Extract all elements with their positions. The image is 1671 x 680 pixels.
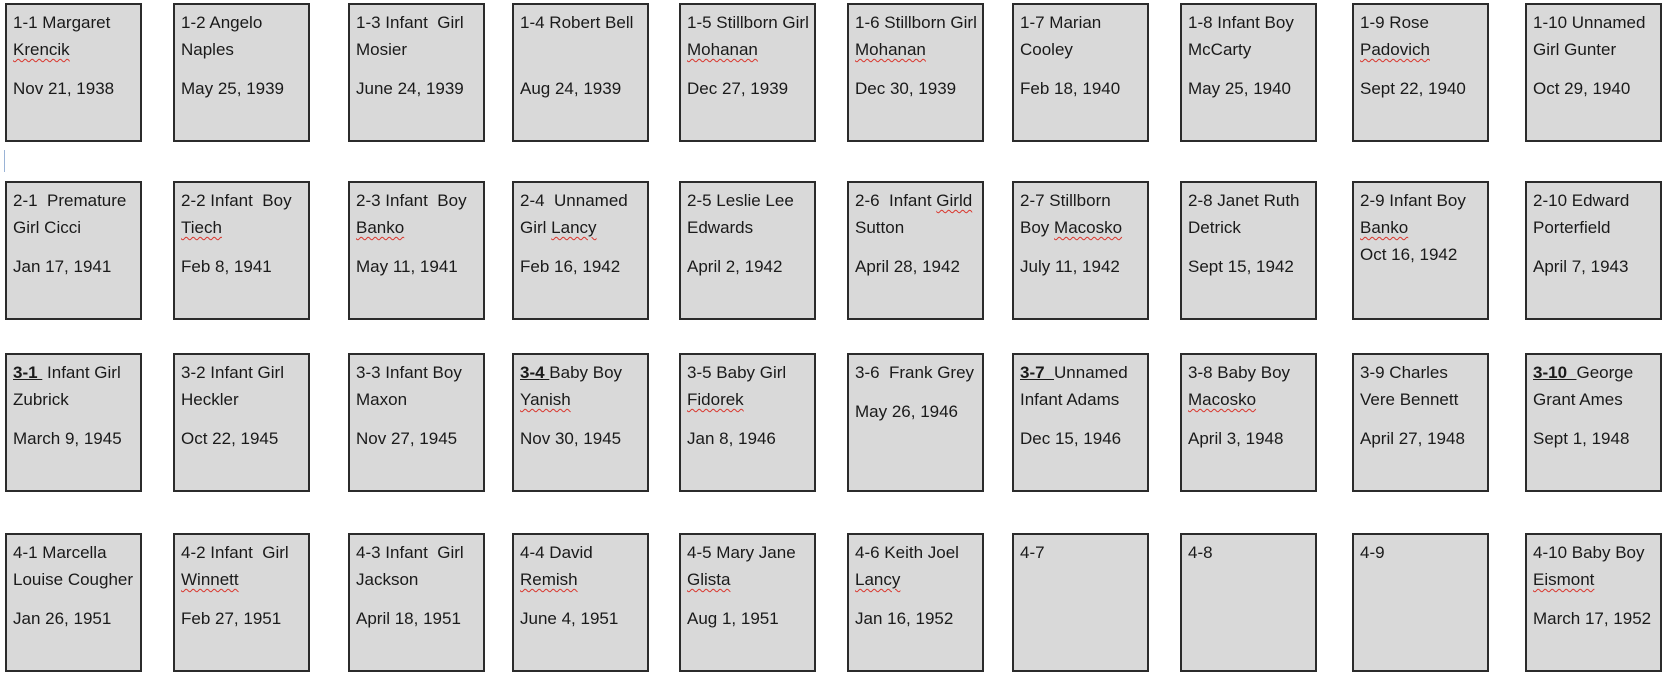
plot-id-label: 3-1 [13, 363, 43, 382]
plot-text: Baby Boy [549, 363, 623, 382]
spellcheck-word: Glista [687, 570, 731, 589]
plot-id-label: 3-10 [1533, 363, 1577, 382]
text-cursor-marker [4, 150, 5, 172]
burial-plot-cell [1180, 353, 1317, 492]
spellcheck-word: Girld [936, 191, 973, 210]
plot-label-line-1 [1188, 191, 1313, 211]
plot-label-line-1 [181, 191, 306, 211]
burial-plot-cell [512, 353, 649, 492]
plot-label-line-2 [1020, 390, 1145, 410]
burial-plot-cell [1180, 181, 1317, 320]
spellcheck-word: Fidorek [687, 390, 744, 409]
plot-text: Grant Ames [1533, 390, 1623, 409]
plot-text: 3-2 Infant Girl [181, 363, 284, 382]
spellcheck-word: Lancy [855, 570, 901, 589]
spellcheck-word: Padovich [1360, 40, 1430, 59]
plot-label-line-1 [181, 363, 306, 383]
plot-date: May 25, 1939 [181, 79, 285, 98]
burial-plot-cell [348, 181, 485, 320]
plot-text: Girl Gunter [1533, 40, 1617, 59]
plot-text: 1-4 Robert Bell [520, 13, 634, 32]
plot-date: July 11, 1942 [1020, 257, 1120, 276]
plot-text: Vere Bennett [1360, 390, 1459, 409]
plot-text: George [1576, 363, 1634, 382]
plot-date: June 4, 1951 [520, 609, 619, 628]
plot-label-line-2 [1020, 40, 1145, 60]
spellcheck-word: Krencik [13, 40, 70, 59]
plot-date: Aug 1, 1951 [687, 609, 779, 628]
plot-text: 1-6 Stillborn Girl [855, 13, 977, 32]
plot-text: Naples [181, 40, 234, 59]
plot-label-line-2 [1360, 218, 1485, 238]
plot-label-line-2 [1360, 40, 1485, 60]
burial-plot-cell [847, 533, 984, 672]
burial-plot-cell [173, 181, 310, 320]
plot-text: 4-6 Keith Joel [855, 543, 959, 562]
plot-label-line-1 [687, 363, 812, 383]
burial-plot-cell [679, 533, 816, 672]
plot-label-line-1 [13, 363, 138, 383]
spellcheck-word: Macosko [1188, 390, 1257, 409]
spellcheck-word: Yanish [520, 390, 571, 409]
plot-date: May 26, 1946 [855, 402, 959, 421]
plot-date: April 2, 1942 [687, 257, 783, 276]
plot-text: 4-10 Baby Boy [1533, 543, 1645, 562]
plot-label-line-1 [181, 543, 306, 563]
plot-label-line-2 [855, 40, 980, 60]
plot-label-line-1 [13, 191, 138, 211]
plot-label-line-2 [687, 40, 812, 60]
plot-text: Cooley [1020, 40, 1073, 59]
plot-label-line-2 [520, 570, 645, 590]
plot-label-line-1 [356, 363, 481, 383]
burial-plot-cell [5, 3, 142, 142]
burial-plot-cell [1525, 3, 1662, 142]
plot-label-line-2 [1188, 218, 1313, 238]
burial-plot-cell [1180, 533, 1317, 672]
plot-text: 2-5 Leslie Lee [687, 191, 794, 210]
plot-label-line-1 [1533, 13, 1658, 33]
spellcheck-word: Macosko [1054, 218, 1123, 237]
plot-label-line-2 [13, 218, 138, 238]
burial-plot-cell [679, 181, 816, 320]
plot-label-line-1 [356, 191, 481, 211]
plot-label-line-2 [1533, 570, 1658, 590]
plot-date: April 7, 1943 [1533, 257, 1629, 276]
plot-text: 1-2 Angelo [181, 13, 263, 32]
plot-label-line-2 [687, 390, 812, 410]
plot-label-line-1 [520, 543, 645, 563]
plot-date: March 9, 1945 [13, 429, 122, 448]
plot-text: 3-9 Charles [1360, 363, 1448, 382]
plot-date: Oct 29, 1940 [1533, 79, 1631, 98]
burial-plot-cell [1352, 3, 1489, 142]
plot-text: 4-5 Mary Jane [687, 543, 796, 562]
plot-text: Boy [1020, 218, 1055, 237]
burial-plot-cell [173, 533, 310, 672]
plot-date: June 24, 1939 [356, 79, 464, 98]
plot-text: Infant Girl [42, 363, 121, 382]
plot-label-line-1 [1188, 363, 1313, 383]
plot-text: Unnamed [1054, 363, 1128, 382]
burial-plot-cell [847, 353, 984, 492]
plot-date: Nov 30, 1945 [520, 429, 622, 448]
spellcheck-word: Mohanan [687, 40, 758, 59]
plot-label-line-2 [687, 218, 812, 238]
burial-plot-cell [348, 353, 485, 492]
plot-label-line-1 [1360, 363, 1485, 383]
plot-text: Porterfield [1533, 218, 1611, 237]
plot-label-line-2 [520, 218, 645, 238]
plot-label-line-2 [356, 40, 481, 60]
plot-label-line-2 [1360, 390, 1485, 410]
burial-plot-cell [1352, 533, 1489, 672]
plot-date: April 3, 1948 [1188, 429, 1284, 448]
plot-date: Feb 18, 1940 [1020, 79, 1121, 98]
plot-date: Feb 27, 1951 [181, 609, 282, 628]
plot-label-line-1 [1533, 543, 1658, 563]
spellcheck-word: Tiech [181, 218, 222, 237]
plot-label-line-2 [181, 218, 306, 238]
plot-text: 1-7 Marian [1020, 13, 1102, 32]
burial-plot-cell [679, 353, 816, 492]
plot-text: Detrick [1188, 218, 1241, 237]
plot-label-line-1 [181, 13, 306, 33]
plot-date: Oct 16, 1942 [1360, 245, 1458, 264]
plot-label-line-1 [356, 13, 481, 33]
plot-label-line-1 [520, 13, 645, 33]
plot-date: Sept 1, 1948 [1533, 429, 1630, 448]
plot-label-line-1 [1360, 13, 1485, 33]
plot-date: April 28, 1942 [855, 257, 960, 276]
plot-date: Dec 30, 1939 [855, 79, 957, 98]
plot-text: 2-8 Janet Ruth [1188, 191, 1300, 210]
plot-date: Jan 26, 1951 [13, 609, 112, 628]
plot-text: 4-8 [1188, 543, 1213, 562]
plot-date: May 11, 1941 [356, 257, 458, 276]
spellcheck-word: Banko [356, 218, 405, 237]
plot-label-line-1 [520, 191, 645, 211]
spellcheck-word: Winnett [181, 570, 239, 589]
plot-text: 4-9 [1360, 543, 1385, 562]
plot-text: 1-5 Stillborn Girl [687, 13, 809, 32]
plot-text: 4-3 Infant Girl [356, 543, 464, 562]
plot-text: 3-5 Baby Girl [687, 363, 787, 382]
burial-plot-cell [1352, 181, 1489, 320]
plot-text: Edwards [687, 218, 754, 237]
plot-label-line-2 [1533, 40, 1658, 60]
plot-text: Heckler [181, 390, 239, 409]
plot-label-line-1 [356, 543, 481, 563]
burial-plot-cell [5, 533, 142, 672]
plot-id-label: 3-7 [1020, 363, 1055, 382]
plot-text: Sutton [855, 218, 905, 237]
plot-date: Jan 8, 1946 [687, 429, 776, 448]
plot-text: 1-1 Margaret [13, 13, 111, 32]
spellcheck-word: Remish [520, 570, 578, 589]
plot-text: 1-8 Infant Boy [1188, 13, 1294, 32]
burial-plot-cell [173, 353, 310, 492]
plot-date: Jan 16, 1952 [855, 609, 954, 628]
plot-label-line-2 [13, 40, 138, 60]
plot-date: March 17, 1952 [1533, 609, 1652, 628]
plot-label-line-2 [1533, 218, 1658, 238]
plot-label-line-2 [356, 390, 481, 410]
plot-date: Oct 22, 1945 [181, 429, 279, 448]
plot-date: Sept 22, 1940 [1360, 79, 1466, 98]
plot-label-line-2 [855, 570, 980, 590]
plot-date: April 27, 1948 [1360, 429, 1465, 448]
burial-plot-cell [512, 533, 649, 672]
plot-label-line-1 [1360, 191, 1485, 211]
spellcheck-word: Mohanan [855, 40, 926, 59]
plot-label-line-2 [1188, 40, 1313, 60]
plot-label-line-1 [855, 191, 980, 211]
plot-label-line-1 [1360, 543, 1485, 563]
plot-label-line-2 [1188, 390, 1313, 410]
burial-plot-cell [5, 181, 142, 320]
plot-text: Infant Adams [1020, 390, 1120, 409]
plot-label-line-1 [855, 13, 980, 33]
burial-plot-cell [1352, 353, 1489, 492]
plot-text: 4-2 Infant Girl [181, 543, 289, 562]
spellcheck-word: Eismont [1533, 570, 1595, 589]
plot-date: April 18, 1951 [356, 609, 461, 628]
plot-label-line-1 [855, 363, 980, 383]
burial-plot-cell [348, 533, 485, 672]
plot-label-line-1 [855, 543, 980, 563]
plot-date: Sept 15, 1942 [1188, 257, 1294, 276]
plot-label-line-1 [13, 543, 138, 563]
plot-text: 3-3 Infant Boy [356, 363, 462, 382]
plot-text: Mosier [356, 40, 408, 59]
plot-text: 2-10 Edward [1533, 191, 1630, 210]
plot-text: 2-1 Premature [13, 191, 127, 210]
plot-label-line-2 [1020, 218, 1145, 238]
plot-label-line-2 [687, 570, 812, 590]
plot-label-line-2 [181, 570, 306, 590]
plot-text: 3-6 Frank Grey [855, 363, 975, 382]
plot-label-line-1 [1020, 543, 1145, 563]
burial-plot-cell [1012, 353, 1149, 492]
plot-text: 1-10 Unnamed [1533, 13, 1646, 32]
plot-text: 4-7 [1020, 543, 1045, 562]
burial-plot-cell [1180, 3, 1317, 142]
plot-label-line-2 [181, 40, 306, 60]
plot-text: Girl Cicci [13, 218, 81, 237]
plot-label-line-2 [356, 570, 481, 590]
plot-label-line-1 [687, 13, 812, 33]
burial-plot-cell [1012, 181, 1149, 320]
plot-label-line-1 [1533, 363, 1658, 383]
plot-label-line-2 [1533, 390, 1658, 410]
plot-date: Nov 27, 1945 [356, 429, 458, 448]
plot-date: May 25, 1940 [1188, 79, 1292, 98]
plot-label-line-1 [13, 13, 138, 33]
burial-plot-cell [1012, 533, 1149, 672]
plot-label-line-1 [1020, 363, 1145, 383]
plot-text: Girl [520, 218, 552, 237]
burial-plot-cell [1012, 3, 1149, 142]
burial-plot-cell [1525, 353, 1662, 492]
plot-date: Dec 15, 1946 [1020, 429, 1122, 448]
plot-text: Zubrick [13, 390, 69, 409]
plot-text: Louise Cougher [13, 570, 134, 589]
burial-plot-cell [5, 353, 142, 492]
plot-label-line-1 [1533, 191, 1658, 211]
plot-text: 4-1 Marcella [13, 543, 107, 562]
plot-label-line-1 [1020, 13, 1145, 33]
burial-plot-cell [512, 181, 649, 320]
plot-id-label: 3-4 [520, 363, 550, 382]
plot-label-line-1 [687, 543, 812, 563]
plot-label-line-1 [1188, 13, 1313, 33]
burial-plot-cell [679, 3, 816, 142]
plot-text: 2-3 Infant Boy [356, 191, 467, 210]
burial-plot-cell [847, 3, 984, 142]
plot-label-line-2 [520, 390, 645, 410]
plot-date: Dec 27, 1939 [687, 79, 789, 98]
plot-text: Maxon [356, 390, 408, 409]
plot-date: Feb 8, 1941 [181, 257, 272, 276]
plot-text: McCarty [1188, 40, 1252, 59]
plot-label-line-2 [13, 390, 138, 410]
spellcheck-word: Lancy [551, 218, 597, 237]
plot-label-line-1 [687, 191, 812, 211]
plot-date: Aug 24, 1939 [520, 79, 622, 98]
plot-text: 1-9 Rose [1360, 13, 1429, 32]
burial-plot-cell [1525, 181, 1662, 320]
burial-plot-cell [1525, 533, 1662, 672]
plot-text: 3-8 Baby Boy [1188, 363, 1291, 382]
plot-label-line-2 [181, 390, 306, 410]
spellcheck-word: Banko [1360, 218, 1409, 237]
plot-label-line-2 [855, 218, 980, 238]
plot-text: 4-4 David [520, 543, 593, 562]
plot-text: 1-3 Infant Girl [356, 13, 464, 32]
plot-text: 2-4 Unnamed [520, 191, 628, 210]
burial-plot-cell [348, 3, 485, 142]
plot-text: 2-9 Infant Boy [1360, 191, 1466, 210]
plot-text: Jackson [356, 570, 419, 589]
plot-label-line-1 [520, 363, 645, 383]
plot-date: Jan 17, 1941 [13, 257, 112, 276]
plot-text: 2-2 Infant Boy [181, 191, 292, 210]
plot-label-line-2 [356, 218, 481, 238]
burial-plot-cell [847, 181, 984, 320]
plot-text: 2-7 Stillborn [1020, 191, 1111, 210]
burial-plot-cell [173, 3, 310, 142]
burial-plot-cell [512, 3, 649, 142]
plot-date: Feb 16, 1942 [520, 257, 621, 276]
plot-label-line-1 [1188, 543, 1313, 563]
plot-date: Nov 21, 1938 [13, 79, 115, 98]
plot-text: 2-6 Infant [855, 191, 937, 210]
plot-label-line-2 [13, 570, 138, 590]
plot-label-line-1 [1020, 191, 1145, 211]
